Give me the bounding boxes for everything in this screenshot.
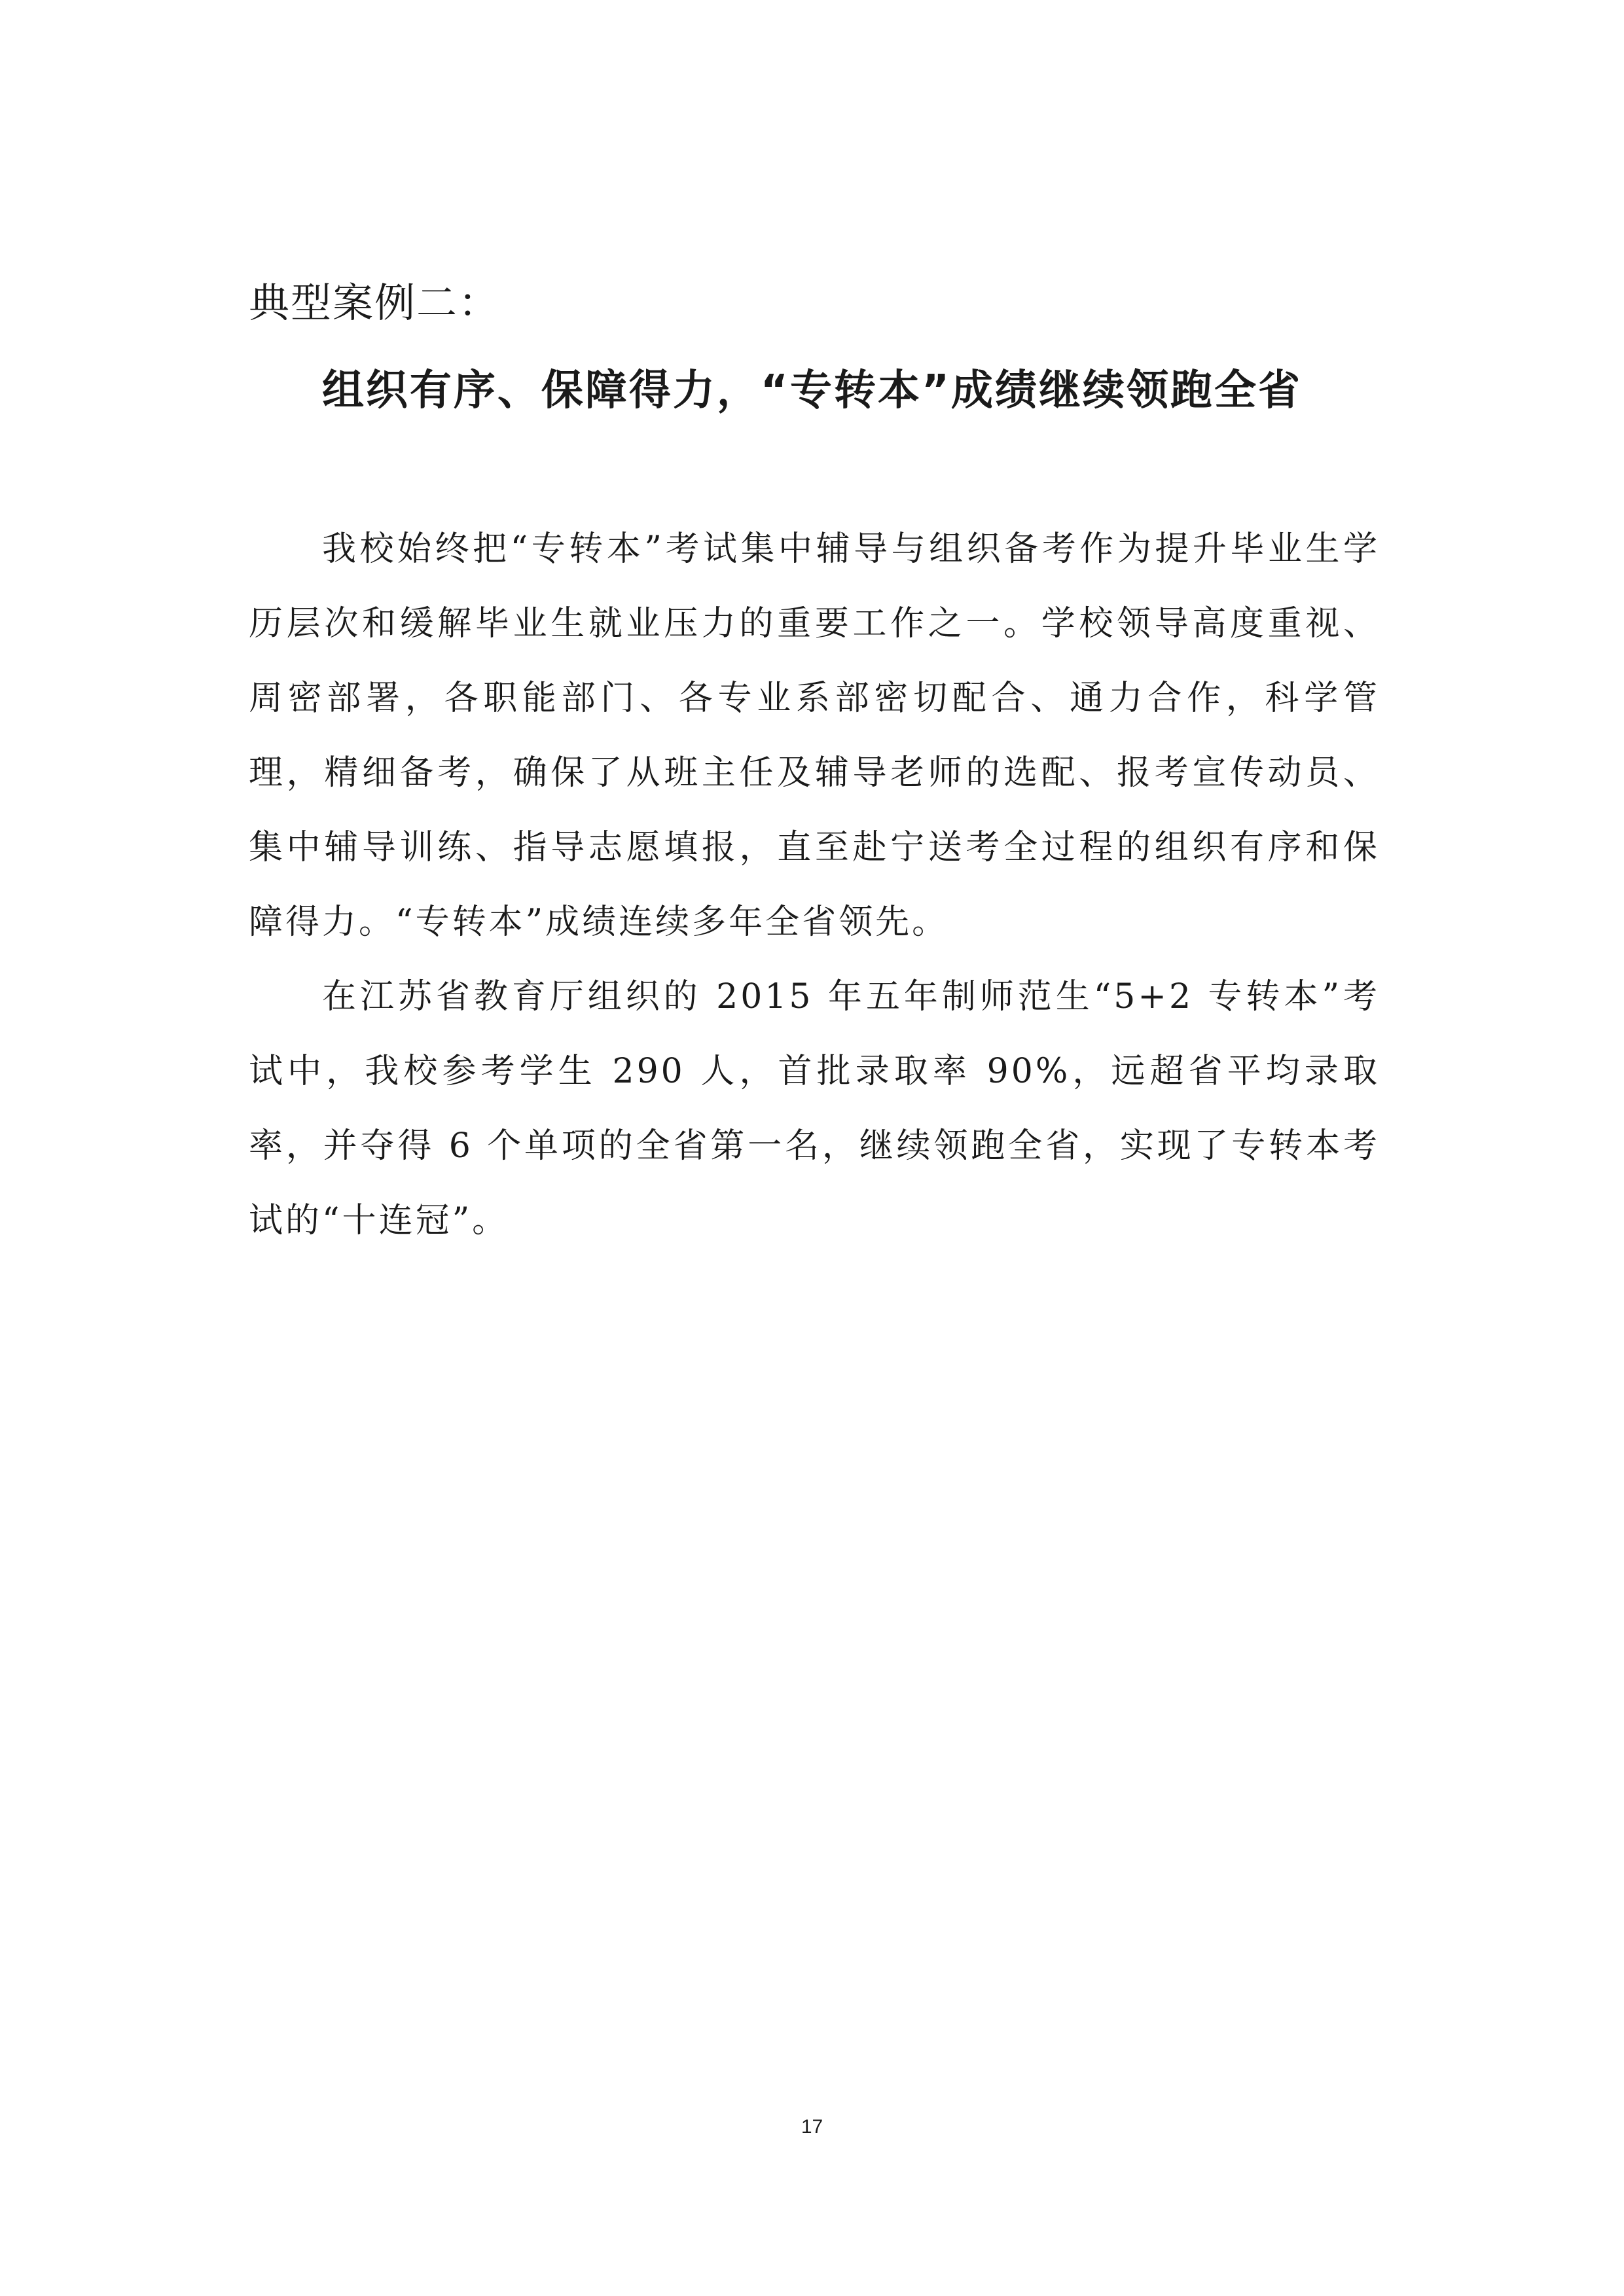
body-text [249, 512, 1380, 1258]
page-number: 17 [801, 2116, 823, 2138]
document-title: 组织有序、保障得力，“专转本”成绩继续领跑全省 [321, 367, 1303, 415]
paragraph: 在江苏省教育厅组织的 2015 年五年制师范生“5+2 专转本”考试中，我校参考学生 290 人，首批录取率 90%，远超省平均录取率，并夺得 6 个单项的全省第一名，继续领跑全省，实现了专转本考试的“十连冠”。 [249, 977, 1380, 1240]
paragraph: 我校始终把“专转本”考试集中辅导与组织备考作为提升毕业生学历层次和缓解毕业生就业压力的重要工作之一。学校领导高度重视、周密部署，各职能部门、各专业系部密切配合、通力合作，科学管理，精细备考，确保了从班主任及辅导老师的选配、报考宣传动员、集中辅导训练、指导志愿填报，直至赴宁送考全过程的组织有序和保障得力。“专转本”成绩连续多年全省领先。 [249, 529, 1380, 942]
section-label: 典型案例二： [249, 279, 501, 327]
